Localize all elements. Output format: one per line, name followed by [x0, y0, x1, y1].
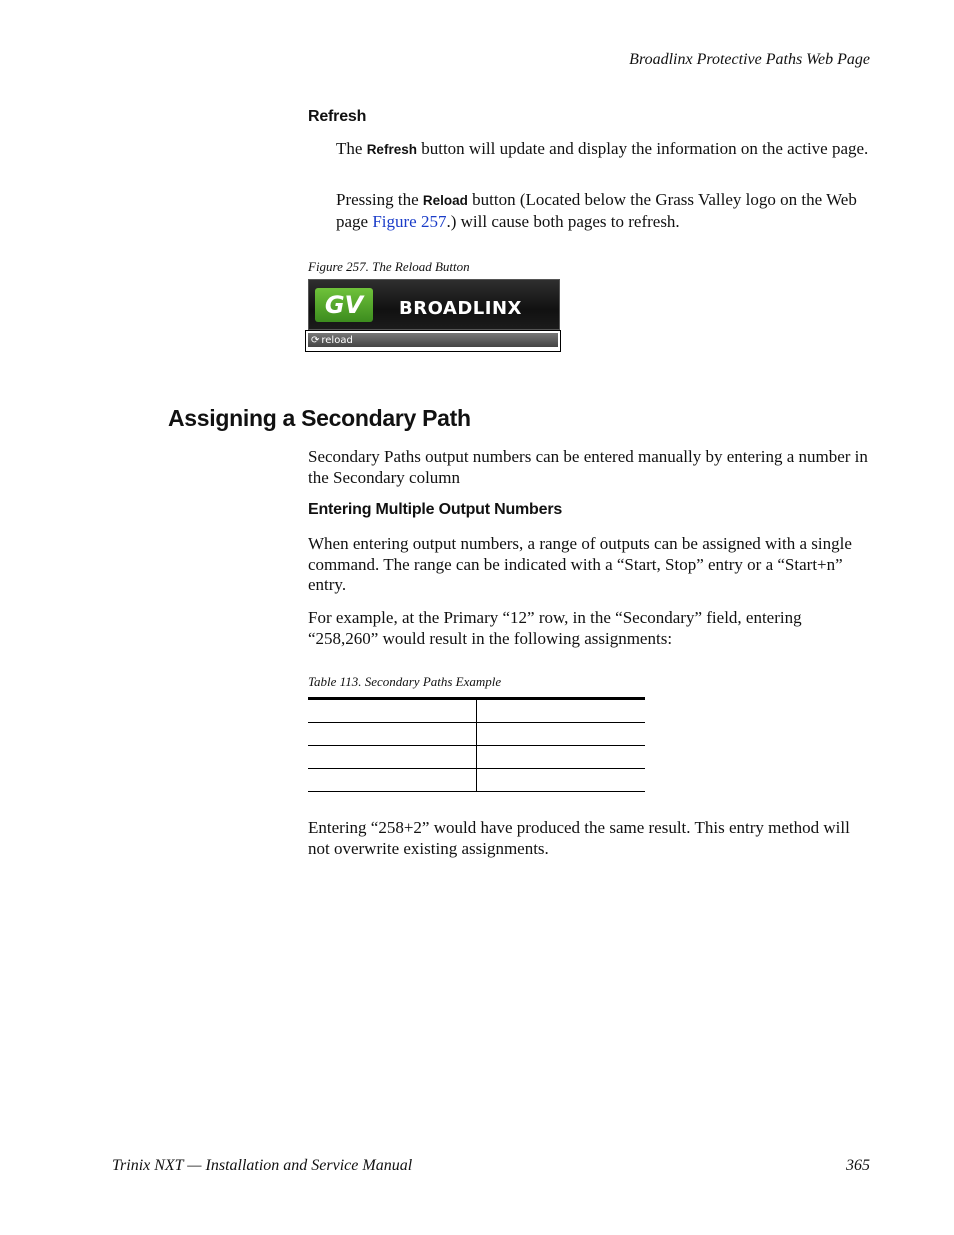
refresh-paragraph-2 — [336, 190, 870, 232]
table-cell — [477, 746, 646, 769]
table-header-cell — [308, 699, 477, 723]
text-fragment: The — [336, 139, 367, 158]
secondary-paragraph-2: When entering output numbers, a range of outputs can be assigned with a single command. The range can be indicated with a “Start, Stop” entry or a “Start+n” entry. — [308, 534, 852, 594]
text-fragment: .) will cause both pages to refresh. — [446, 211, 680, 231]
reload-button-label: Reload — [422, 193, 468, 208]
secondary-paths-table — [308, 697, 645, 792]
reload-bar — [305, 330, 561, 352]
multiple-output-subheading: Entering Multiple Output Numbers — [308, 501, 563, 518]
text-fragment: Pressing the — [336, 190, 423, 209]
text-fragment: button will update and display the information on the active page. — [416, 139, 869, 158]
table-cell — [477, 723, 646, 746]
refresh-heading: Refresh — [308, 108, 367, 125]
table-row — [308, 746, 645, 769]
table-cell — [477, 769, 646, 792]
table-cell — [308, 746, 477, 769]
secondary-paragraph-1: Secondary Paths output numbers can be entered manually by entering a number in the Secondary column — [308, 447, 868, 487]
reload-label: reload — [321, 334, 353, 346]
secondary-paragraph-4: Entering “258+2” would have produced the same result. This entry method will not overwrite existing assignments. — [308, 818, 850, 858]
table-row — [308, 723, 645, 746]
grass-valley-logo — [315, 288, 373, 322]
table-caption: Table 113. Secondary Paths Example — [308, 674, 502, 689]
reload-bar-inner — [308, 333, 558, 347]
figure-caption: Figure 257. The Reload Button — [308, 259, 470, 274]
refresh-paragraph-1 — [336, 139, 870, 161]
table-cell — [308, 769, 477, 792]
text-fragment: button (Located below the Grass Valley logo on the Web page — [336, 190, 857, 231]
broadlinx-brand: BROADLINX — [399, 298, 522, 319]
reload-button-figure — [308, 279, 560, 353]
refresh-button-label: Refresh — [366, 142, 417, 157]
secondary-path-heading: Assigning a Secondary Path — [168, 405, 471, 431]
logo-text: GV — [324, 291, 364, 319]
table-cell — [308, 723, 477, 746]
page-number: 365 — [846, 1157, 870, 1174]
table-header-cell — [477, 699, 646, 723]
running-header: Broadlinx Protective Paths Web Page — [629, 51, 870, 68]
footer-manual-title: Trinix NXT — Installation and Service Manual — [112, 1157, 413, 1174]
broadlinx-banner — [308, 279, 560, 330]
refresh-icon: ⟳ — [311, 334, 320, 346]
table-row — [308, 769, 645, 792]
secondary-paragraph-3: For example, at the Primary “12” row, in the “Secondary” field, entering “258,260” would result in the following assignments: — [308, 608, 802, 648]
figure-257-link[interactable]: Figure 257 — [372, 211, 447, 231]
table-header-row — [308, 699, 645, 723]
reload-button[interactable] — [311, 333, 353, 347]
